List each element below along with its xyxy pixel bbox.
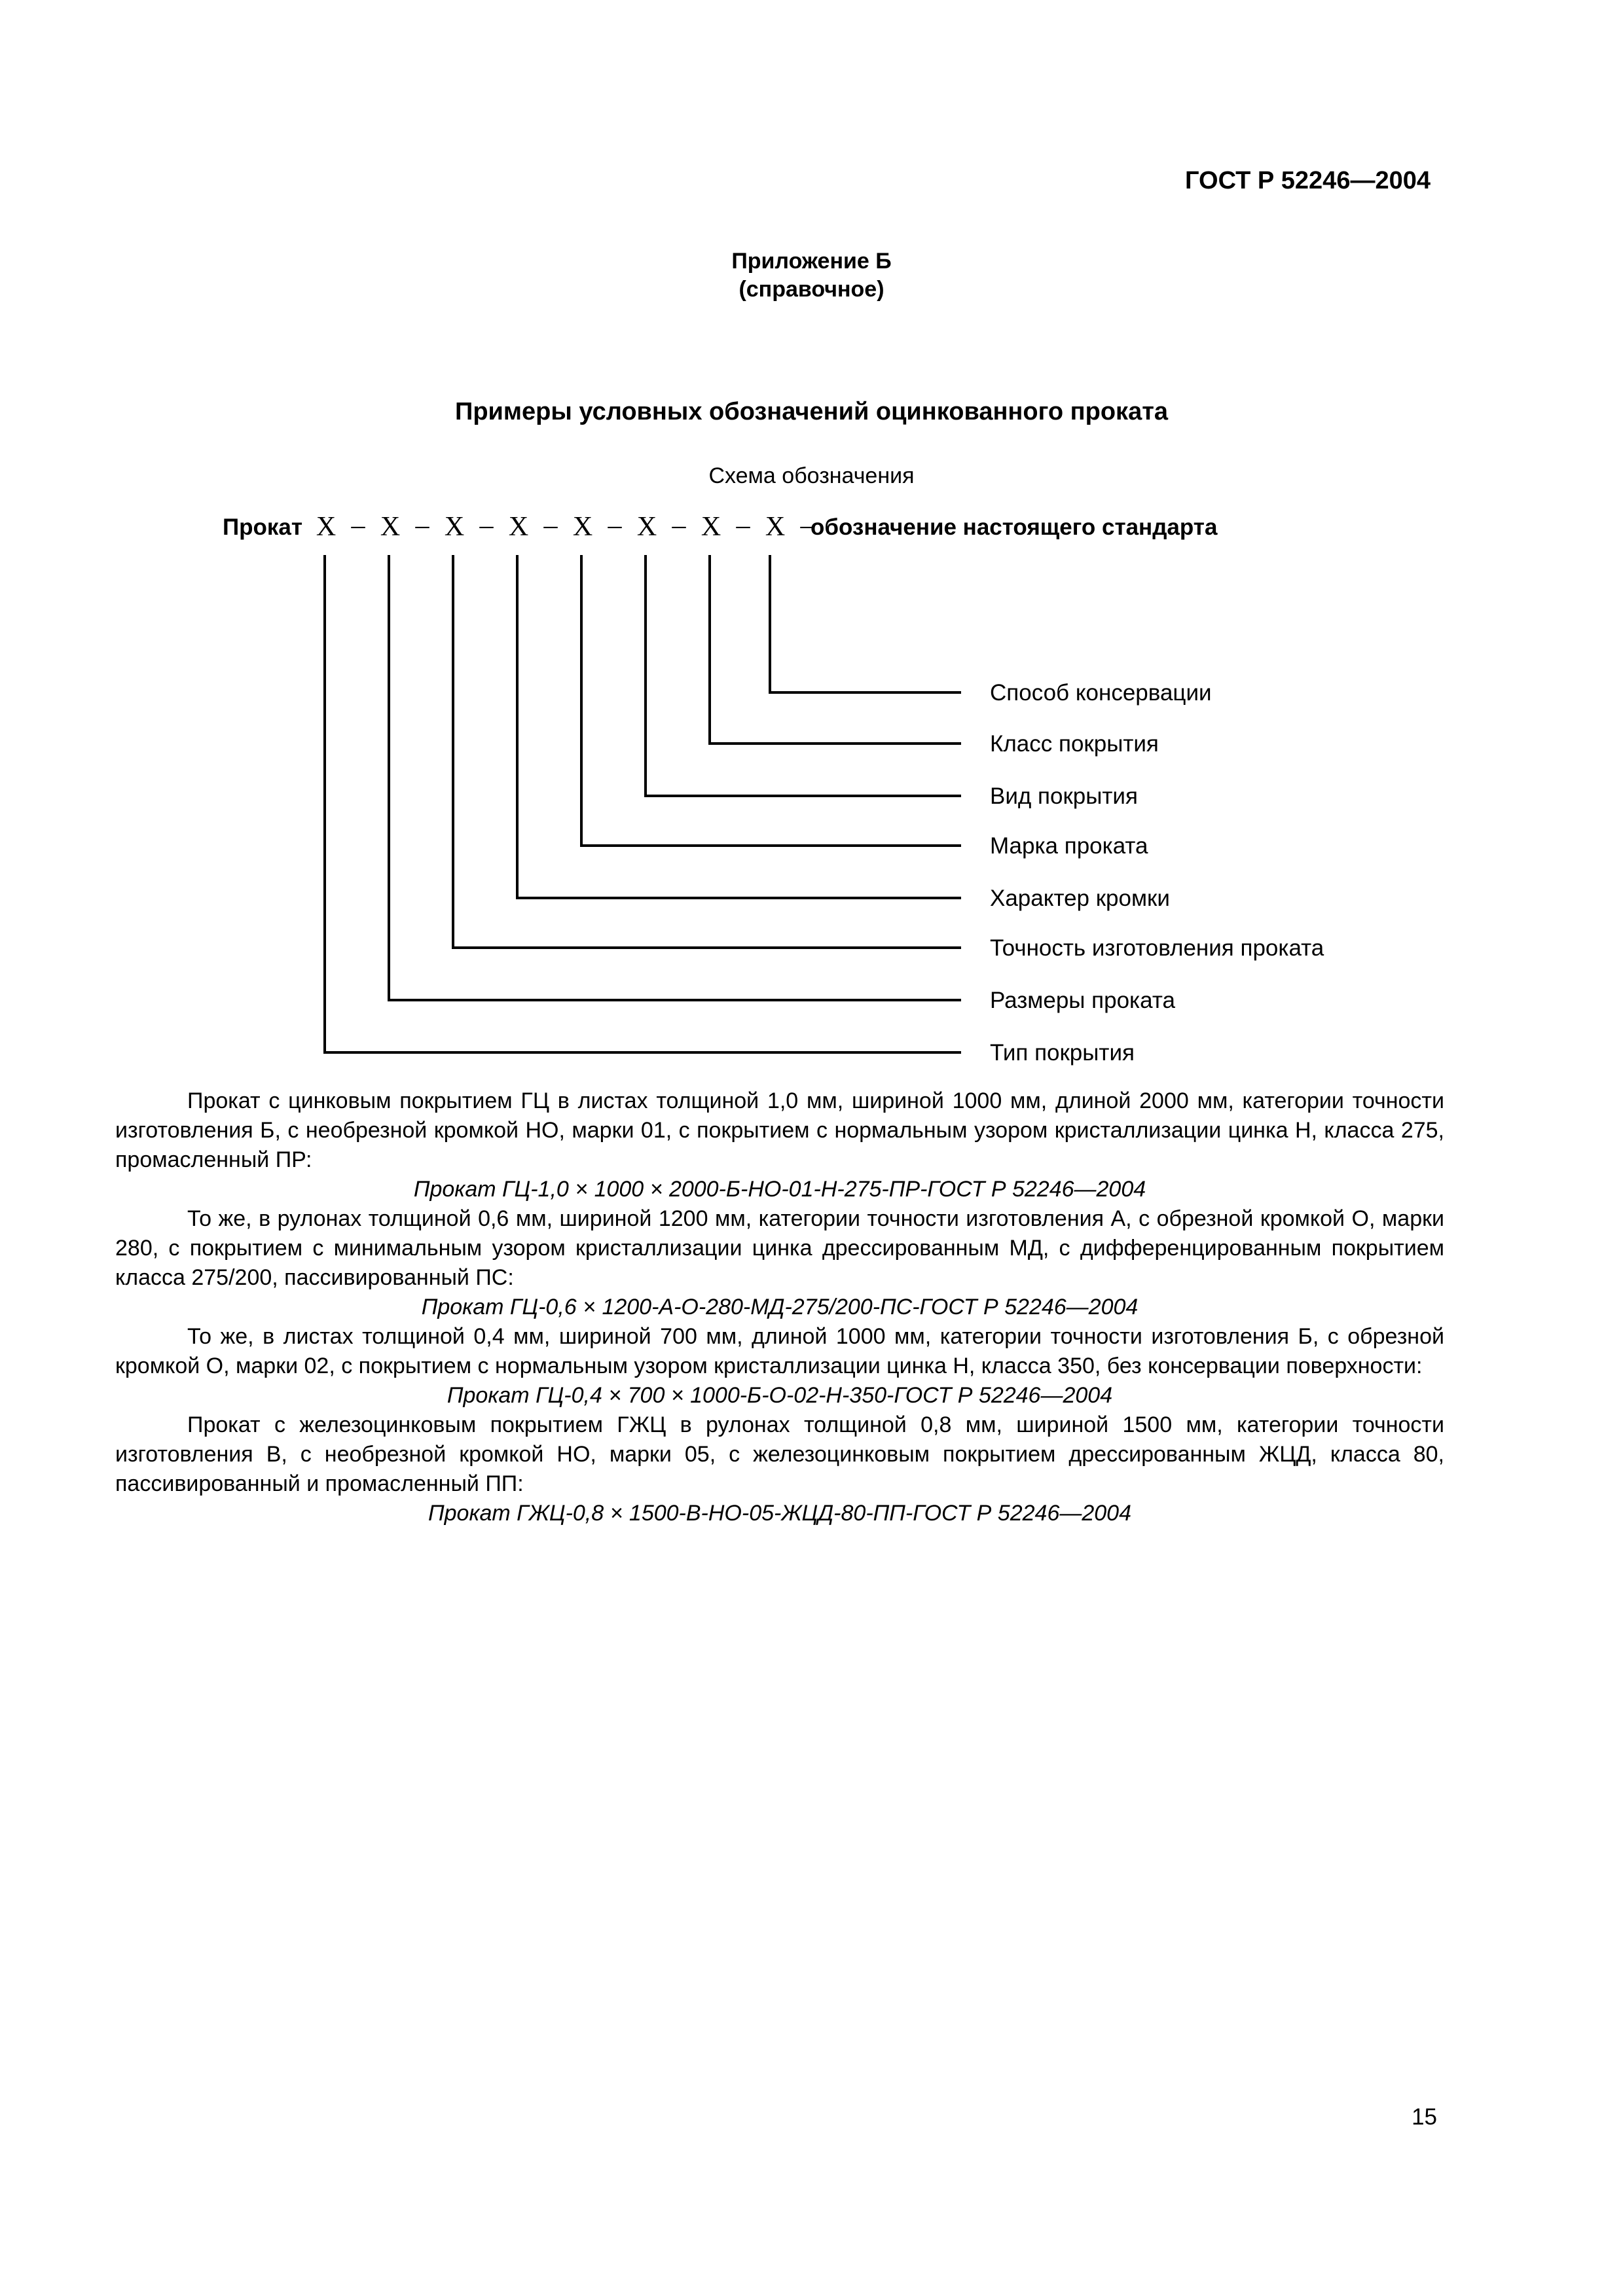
scheme-leader-line <box>325 555 961 1052</box>
scheme-dash: – <box>415 511 429 541</box>
example-paragraph: Прокат с цинковым покрытием ГЦ в листах толщиной 1,0 мм, шириной 1000 мм, длиной 2000 мм, категории точности изготовления Б, с необрезной кромкой НО, марки 01, с покрытием с нормальным узором кристаллизации цинка Н, класса 275, промасленный ПР: <box>115 1088 1444 1172</box>
scheme-placeholder-row <box>316 511 815 542</box>
example-paragraph: То же, в рулонах толщиной 0,6 мм, шириной 1200 мм, категории точности изготовления А, с обрезной кромкой О, марки 280, с покрытием с минимальным узором кристаллизации цинка дрессированным МД, с дифференцированным покрытием класса 275/200, пассивированный ПС: <box>115 1206 1444 1290</box>
scheme-leader-line <box>389 555 961 1000</box>
scheme-leader-line <box>646 555 961 796</box>
scheme-dash: – <box>736 511 750 541</box>
appendix-title: Приложение Б <box>731 249 892 274</box>
scheme-label: Размеры проката <box>990 988 1175 1013</box>
section-heading: Примеры условных обозначений оцинкованного проката <box>455 398 1168 425</box>
scheme-placeholder-x: X <box>316 512 337 542</box>
scheme-leader-line <box>710 555 961 744</box>
scheme-placeholder-x: X <box>572 512 593 542</box>
example-designation: Прокат ГЦ-0,6 × 1200-А-О-280-МД-275/200-ПС-ГОСТ Р 52246—2004 <box>421 1295 1139 1319</box>
scheme-caption: Схема обозначения <box>708 463 915 488</box>
examples-text <box>115 1086 1444 1528</box>
page-number: 15 <box>1412 2104 1437 2130</box>
scheme-prefix: Прокат <box>223 514 303 540</box>
example-designation: Прокат ГЖЦ-0,8 × 1500-В-НО-05-ЖЦД-80-ПП-ГОСТ Р 52246—2004 <box>428 1501 1131 1526</box>
scheme-label: Характер кромки <box>990 886 1170 911</box>
scheme-labels <box>990 680 1324 1066</box>
designation-scheme-diagram <box>0 0 1623 1073</box>
scheme-label: Способ консервации <box>990 680 1212 706</box>
scheme-dash: – <box>479 511 494 541</box>
example-designation: Прокат ГЦ-1,0 × 1000 × 2000-Б-НО-01-Н-275-ПР-ГОСТ Р 52246—2004 <box>413 1177 1146 1202</box>
scheme-dash: – <box>543 511 558 541</box>
scheme-placeholder-x: X <box>444 512 465 542</box>
scheme-label: Марка проката <box>990 833 1148 859</box>
scheme-label: Тип покрытия <box>990 1040 1135 1066</box>
example-designation: Прокат ГЦ-0,4 × 700 × 1000-Б-О-02-Н-350-ГОСТ Р 52246—2004 <box>447 1383 1113 1408</box>
scheme-dash: – <box>608 511 622 541</box>
appendix-note: (справочное) <box>739 277 884 302</box>
scheme-dash: – <box>351 511 365 541</box>
scheme-label: Точность изготовления проката <box>990 935 1324 961</box>
scheme-dash: – <box>800 511 814 541</box>
document-id: ГОСТ Р 52246—2004 <box>1185 167 1431 194</box>
scheme-suffix: обозначение настоящего стандарта <box>811 514 1218 540</box>
scheme-placeholder-x: X <box>701 512 721 542</box>
scheme-placeholder-x: X <box>765 512 786 542</box>
scheme-dash: – <box>672 511 686 541</box>
scheme-leader-lines <box>325 555 961 1052</box>
scheme-placeholder-x: X <box>508 512 529 542</box>
scheme-placeholder-x: X <box>636 512 657 542</box>
scheme-leader-line <box>770 555 961 692</box>
scheme-label: Вид покрытия <box>990 783 1138 809</box>
example-paragraph: Прокат с железоцинковым покрытием ГЖЦ в рулонах толщиной 0,8 мм, шириной 1500 мм, категории точности изготовления В, с необрезной кромкой НО, марки 05, с железоцинковым покрытием дрессированным ЖЦД, класса 80, пассивированный и промасленный ПП: <box>115 1412 1444 1496</box>
scheme-placeholder-x: X <box>380 512 401 542</box>
example-paragraph: То же, в листах толщиной 0,4 мм, шириной 700 мм, длиной 1000 мм, категории точности изготовления Б, с обрезной кромкой О, марки 02, с покрытием с нормальным узором кристаллизации цинка Н, класса 350, без консервации поверхности: <box>115 1324 1444 1378</box>
scheme-label: Класс покрытия <box>990 731 1159 757</box>
scheme-leader-line <box>453 555 961 948</box>
